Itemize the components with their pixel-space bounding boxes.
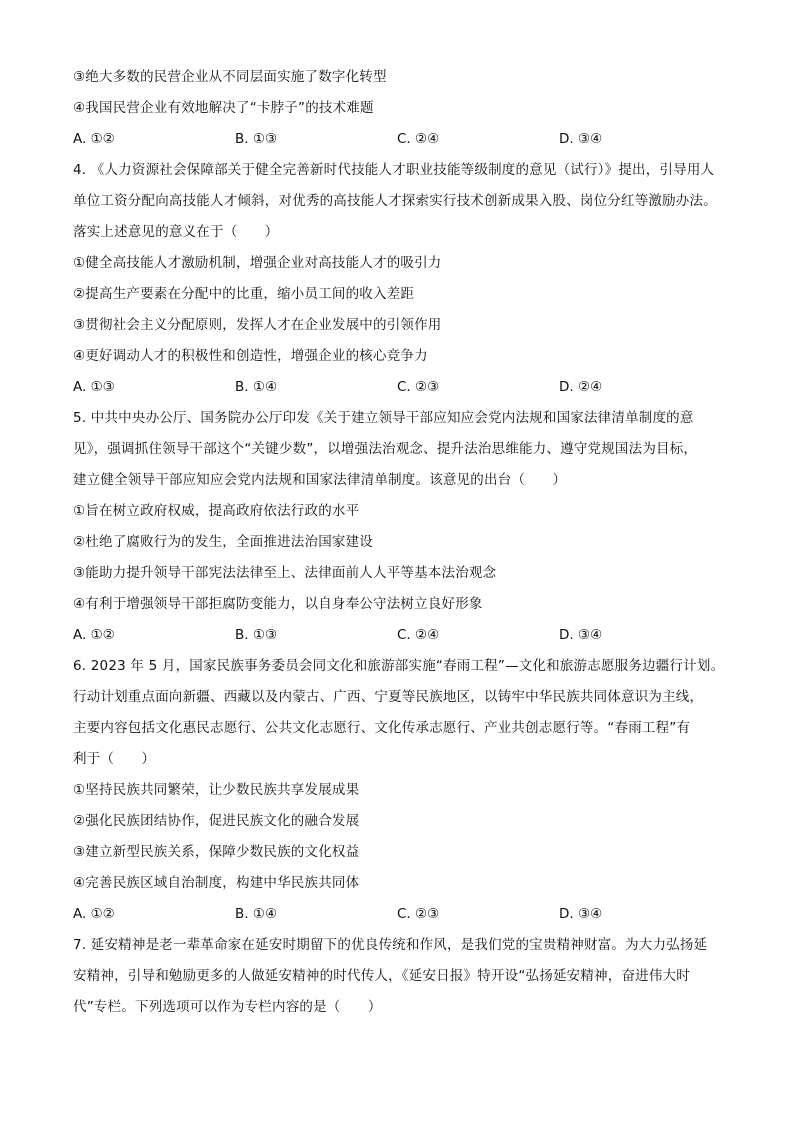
option-a: A. ①② bbox=[73, 627, 115, 643]
statement-3: ③贯彻社会主义分配原则，发挥人才在企业发展中的引领作用 bbox=[73, 317, 442, 333]
question-stem: 6. 2023 年 5 月，国家民族事务委员会同文化和旅游部实施“春雨工程”—文化和旅游志愿服务边疆行计划。 bbox=[73, 658, 725, 674]
question-stem: 利于（ ） bbox=[73, 751, 156, 767]
question-stem: 7. 延安精神是老一辈革命家在延安时期留下的优良传统和作风，是我们党的宝贵精神财富。为大力弘扬延 bbox=[73, 937, 708, 953]
statement-4: ④有利于增强领导干部拒腐防变能力，以自身奉公守法树立良好形象 bbox=[73, 596, 483, 612]
exam-page bbox=[73, 62, 733, 1023]
answer-options bbox=[73, 620, 733, 651]
question-5 bbox=[73, 403, 733, 651]
statement-3: ③建立新型民族关系，保障少数民族的文化权益 bbox=[73, 844, 360, 860]
option-a: A. ①② bbox=[73, 906, 115, 922]
statement-2: ②提高生产要素在分配中的比重，缩小员工间的收入差距 bbox=[73, 286, 415, 302]
question-stem: 安精神，引导和勉励更多的人做延安精神的时代传人，《延安日报》特开设“弘扬延安精神，奋进伟大时 bbox=[73, 968, 690, 984]
question-stem: 见》，强调抓住领导干部这个“关键少数”，以增强法治观念、提升法治思维能力、遵守党规国法为目标， bbox=[73, 441, 698, 457]
statement-4: ④完善民族区域自治制度，构建中华民族共同体 bbox=[73, 875, 360, 891]
option-c: C. ②③ bbox=[397, 379, 440, 395]
answer-options bbox=[73, 899, 733, 930]
statement-4: ④我国民营企业有效地解决了“卡脖子”的技术难题 bbox=[73, 100, 374, 116]
option-d: D. ③④ bbox=[559, 906, 603, 922]
statement-2: ②强化民族团结协作，促进民族文化的融合发展 bbox=[73, 813, 360, 829]
option-a: A. ①③ bbox=[73, 379, 115, 395]
statement-3: ③绝大多数的民营企业从不同层面实施了数字化转型 bbox=[73, 69, 387, 85]
statement-4: ④更好调动人才的积极性和创造性，增强企业的核心竞争力 bbox=[73, 348, 428, 364]
statement-1: ①旨在树立政府权威，提高政府依法行政的水平 bbox=[73, 503, 360, 519]
question-stem: 建立健全领导干部应知应会党内法规和国家法律清单制度。该意见的出台（ ） bbox=[73, 472, 567, 488]
option-d: D. ③④ bbox=[559, 627, 603, 643]
question-4 bbox=[73, 155, 733, 403]
option-c: C. ②④ bbox=[397, 131, 440, 147]
option-b: B. ①③ bbox=[235, 627, 278, 643]
question-3-tail bbox=[73, 62, 733, 155]
statement-3: ③能助力提升领导干部宪法法律至上、法律面前人人平等基本法治观念 bbox=[73, 565, 497, 581]
option-b: B. ①③ bbox=[235, 131, 278, 147]
question-stem: 单位工资分配向高技能人才倾斜，对优秀的高技能人才探索实行技术创新成果入股、岗位分红等激励办法。 bbox=[73, 193, 717, 209]
statement-1: ①坚持民族共同繁荣，让少数民族共享发展成果 bbox=[73, 782, 360, 798]
question-stem: 5. 中共中央办公厅、国务院办公厅印发《关于建立领导干部应知应会党内法规和国家法律清单制度的意 bbox=[73, 410, 694, 426]
option-c: C. ②④ bbox=[397, 627, 440, 643]
option-b: B. ①④ bbox=[235, 906, 278, 922]
question-stem: 行动计划重点面向新疆、西藏以及内蒙古、广西、宁夏等民族地区，以铸牢中华民族共同体意识为主线， bbox=[73, 689, 704, 705]
statement-1: ①健全高技能人才激励机制，增强企业对高技能人才的吸引力 bbox=[73, 255, 442, 271]
question-stem: 落实上述意见的意义在于（ ） bbox=[73, 224, 279, 240]
question-6 bbox=[73, 651, 733, 930]
answer-options bbox=[73, 372, 733, 403]
statement-2: ②杜绝了腐败行为的发生，全面推进法治国家建设 bbox=[73, 534, 374, 550]
answer-options bbox=[73, 124, 733, 155]
question-stem: 主要内容包括文化惠民志愿行、公共文化志愿行、文化传承志愿行、产业共创志愿行等。“春雨工程”有 bbox=[73, 720, 691, 736]
option-d: D. ③④ bbox=[559, 131, 603, 147]
question-stem: 代”专栏。下列选项可以作为专栏内容的是（ ） bbox=[73, 999, 382, 1015]
question-7 bbox=[73, 930, 733, 1023]
question-stem: 4. 《人力资源社会保障部关于健全完善新时代技能人才职业技能等级制度的意见（试行）》提出，引导用人 bbox=[73, 162, 715, 178]
option-a: A. ①② bbox=[73, 131, 115, 147]
option-b: B. ①④ bbox=[235, 379, 278, 395]
option-c: C. ②③ bbox=[397, 906, 440, 922]
option-d: D. ②④ bbox=[559, 379, 603, 395]
